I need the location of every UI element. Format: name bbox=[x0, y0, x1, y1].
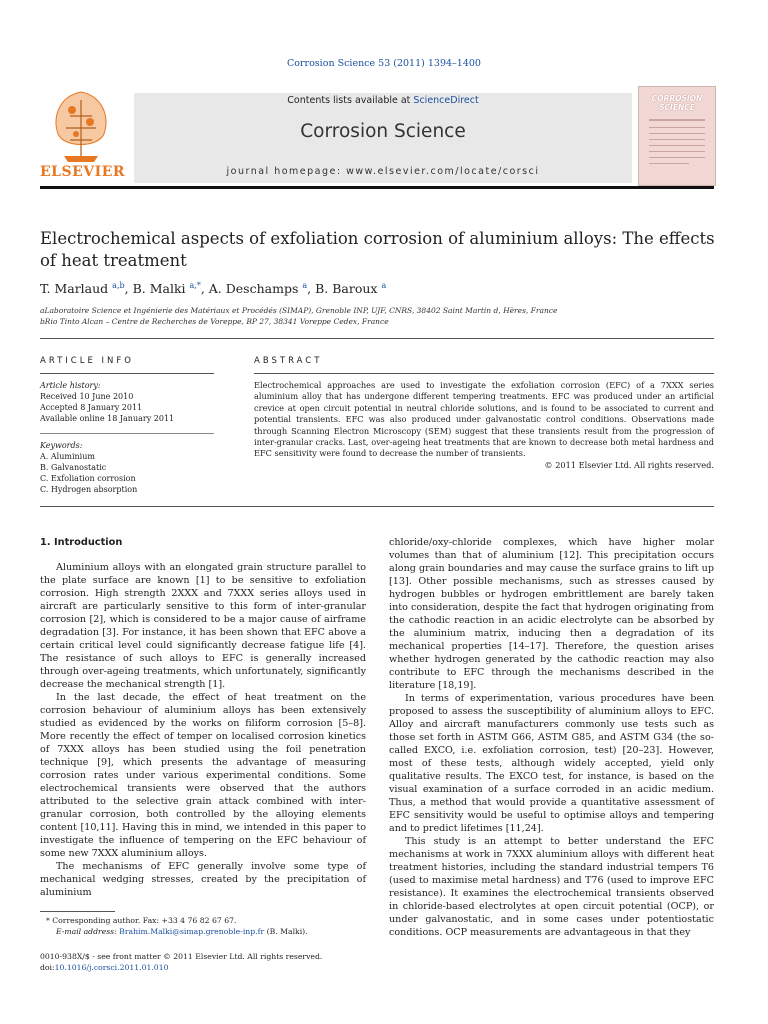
citation-link[interactable]: Corrosion Science 53 (2011) 1394–1400 bbox=[287, 58, 481, 69]
doi-line bbox=[40, 962, 420, 973]
sciencedirect-link[interactable]: ScienceDirect bbox=[413, 95, 479, 106]
author-email-link[interactable]: Brahim.Malki@simap.grenoble-inp.fr bbox=[119, 927, 265, 936]
keywords bbox=[40, 440, 214, 495]
article-info-heading: ARTICLE INFO bbox=[40, 356, 134, 366]
author-name: B. Baroux bbox=[315, 281, 378, 297]
footnote-rule bbox=[40, 911, 115, 912]
divider bbox=[40, 433, 214, 434]
body-paragraph: This study is an attempt to better understand the EFC mechanisms at work in 7XXX aluminium alloys with different heat treatment histories, including the standard industrial tempers T6 (used to maximise metal hardness) and T76 (used to improve EFC resistance). It examines the electrochemical transients observed in chloride-based electrolytes at open circuit potential (OCP), or under galvanostatic, and in some cases under potentiostatic conditions. OCP measurements are advantageous in that they bbox=[389, 836, 714, 938]
author-name: A. Deschamps bbox=[208, 281, 299, 297]
keyword-item: C. Hydrogen absorption bbox=[40, 485, 138, 494]
body-right-column bbox=[389, 536, 714, 939]
publisher-name: ELSEVIER bbox=[40, 164, 126, 180]
divider bbox=[40, 338, 714, 339]
body-paragraph: Aluminium alloys with an elongated grain structure parallel to the plate surface are known [1] to be sensitive to exfoliation corrosion. High strength 2XXX and 7XXX series alloys used in aircraft are particularly sensitive to this form of inter-granular corrosion [2], which is considered to be a major cause of airframe degradation [3]. For instance, it has been shown that EFC above a certain critical level could significantly decrease fatigue life [4]. The resistance of such alloys to EFC is generally increased through over-ageing treatments, which unfortunately, significantly decrease the mechanical strength [1]. bbox=[40, 562, 366, 690]
header-rule bbox=[40, 186, 714, 189]
body-paragraph: In the last decade, the effect of heat treatment on the corrosion behaviour of aluminium alloys has been extensively studied as evidenced by the works on filiform corrosion [5–8]. More recently the effect of temper on localised corrosion kinetics of 7XXX alloys has been studied using the foil penetration technique [9], which presents the advantage of measuring corrosion rates under various experimental conditions. Some electrochemical transients were observed that the authors attributed to the selective grain attack combined with inter-granular corrosion, both controlled by the alloying elements content [10,11]. Having this in mind, we intended in this paper to investigate the influence of tempering on the EFC behaviour of some new 7XXX aluminium alloys. bbox=[40, 692, 366, 859]
author-affiliation-marker[interactable]: a bbox=[381, 281, 387, 290]
doi-prefix: doi: bbox=[40, 963, 55, 972]
contents-line bbox=[134, 95, 632, 106]
abstract-body bbox=[254, 380, 714, 471]
history-received: Received 10 June 2010 bbox=[40, 392, 134, 401]
email-suffix: (B. Malki). bbox=[264, 927, 308, 936]
abstract-copyright: © 2011 Elsevier Ltd. All rights reserved. bbox=[544, 459, 714, 470]
history-online: Available online 18 January 2011 bbox=[40, 414, 175, 423]
journal-title: Corrosion Science bbox=[300, 121, 466, 142]
contents-prefix: Contents lists available at bbox=[287, 95, 414, 106]
body-paragraph: chloride/oxy-chloride complexes, which have higher molar volumes than that of aluminium [12]. This precipitation occurs along grain boundaries and may cause the surface grains to lift up [13]. Other possible mechanisms, such as stresses caused by hydrogen bubbles or hydrogen embrittlement are barely taken into consideration, despite the fact that hydrogen originating from the cathodic reaction in an acidic electrolyte can be absorbed by the aluminium matrix, inducing then a degradation of its mechanical properties [14–17]. Therefore, the question arises whether hydrogen generated by the cathodic reaction may also contribute to EFC through the mechanisms described in the literature [18,19]. bbox=[389, 537, 714, 691]
history-accepted: Accepted 8 January 2011 bbox=[40, 403, 143, 412]
page-bottom bbox=[40, 951, 420, 973]
keyword-item: B. Galvanostatic bbox=[40, 463, 107, 472]
footnote bbox=[46, 915, 366, 937]
affiliation: bRio Tinto Alcan – Centre de Recherches de Voreppe, BP 27, 38341 Voreppe Cedex, France bbox=[40, 317, 389, 326]
body-paragraph: The mechanisms of EFC generally involve some type of mechanical wedging stresses, created by the precipitation of aluminium bbox=[40, 861, 366, 898]
article-title: Electrochemical aspects of exfoliation corrosion of aluminium alloys: The effects of heat treatment bbox=[40, 229, 715, 270]
keyword-item: A. Aluminium bbox=[40, 452, 95, 461]
author-name: B. Malki bbox=[132, 281, 186, 297]
author-affiliation-marker[interactable]: a,b bbox=[112, 281, 125, 290]
journal-citation[interactable] bbox=[0, 58, 768, 69]
author-list: T. Marlaud $^{a,b}$, B. Malki $^{a,*}$, A. Deschamps $^a$, B. Baroux $^a$ bbox=[40, 281, 387, 297]
affiliation: aLaboratoire Science et Ingénierie des Matériaux et Procédés (SIMAP), Grenoble INP, UJF, CNRS, 38402 Saint Martin d, Hères, France bbox=[40, 306, 558, 315]
journal-homepage[interactable]: journal homepage: www.elsevier.com/locate/corsci bbox=[226, 166, 540, 177]
corresponding-author-note: * Corresponding author. Fax: +33 4 76 82 67 67. bbox=[46, 916, 237, 925]
journal-cover-image bbox=[638, 86, 716, 186]
abstract-heading: ABSTRACT bbox=[254, 356, 323, 366]
email-line bbox=[46, 926, 366, 937]
body-left-column bbox=[40, 536, 366, 899]
section-heading: 1. Introduction bbox=[40, 537, 123, 548]
doi-link[interactable]: 10.1016/j.corsci.2011.01.010 bbox=[54, 963, 169, 972]
divider bbox=[254, 373, 714, 374]
cover-title: CORROSION SCIENCE bbox=[651, 94, 703, 112]
email-label: E-mail address: bbox=[56, 927, 120, 936]
issn-line: 0010-938X/$ - see front matter © 2011 Elsevier Ltd. All rights reserved. bbox=[40, 952, 323, 961]
article-history bbox=[40, 380, 214, 424]
history-label: Article history: bbox=[40, 381, 101, 390]
divider bbox=[40, 506, 714, 507]
divider bbox=[40, 373, 214, 374]
keyword-item: C. Exfoliation corrosion bbox=[40, 474, 136, 483]
body-paragraph: In terms of experimentation, various procedures have been proposed to assess the susceptibility of aluminium alloys to EFC. Alloy and aircraft manufacturers commonly use tests such as those set forth in ASTM G66, ASTM G85, and ASTM G34 (the so-called EXCO, i.e. exfoliation corrosion, test) [20–23]. However, most of these tests, although widely accepted, yield only qualitative results. The EXCO test, for instance, is based on the visual examination of a surface corroded in an acidic medium. Thus, a method that would provide a quantitative assessment of EFC sensitivity would be useful to optimise alloys and tempering and to predict lifetimes [11,24]. bbox=[389, 693, 714, 834]
keywords-label: Keywords: bbox=[40, 441, 83, 450]
author-affiliation-marker[interactable]: a,* bbox=[189, 281, 201, 290]
author-name: T. Marlaud bbox=[40, 281, 109, 297]
author-affiliation-marker[interactable]: a bbox=[302, 281, 308, 290]
abstract-text: Electrochemical approaches are used to investigate the exfoliation corrosion (EFC) of a 7XXX series aluminium alloy that has undergone different tempering treatments. EFC was produced under an artificial crevice at open circuit potential in neutral chloride solutions, and is found to be associated to current and potential transients. EFC was also produced under galvanostatic control conditions. Observations made through Scanning Electron Microscopy (SEM) suggest that these transients result from the progression of inter-granular cracks. Last, over-ageing heat treatments that are known to decrease both metal hardness and EFC sensitivity were found to decrease the number of transients. bbox=[254, 380, 714, 459]
